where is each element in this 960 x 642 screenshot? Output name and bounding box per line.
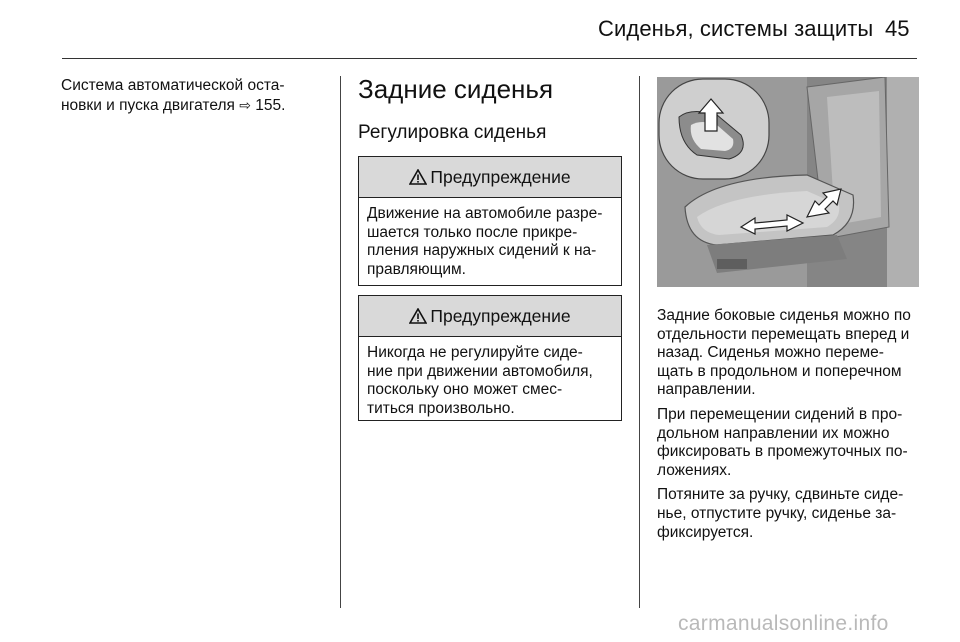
warning-box bbox=[358, 156, 622, 286]
text-line: новки и пуска двигателя ⇨ 155. bbox=[61, 96, 286, 114]
warning-triangle-icon bbox=[409, 169, 427, 185]
page-reference-link[interactable]: 155. bbox=[255, 96, 286, 114]
warning-title: Предупреждение bbox=[430, 166, 571, 187]
column-2 bbox=[358, 74, 624, 144]
subsection-heading: Регулировка сиденья bbox=[358, 122, 547, 143]
page-header bbox=[0, 0, 960, 64]
warning-header bbox=[359, 157, 621, 198]
header-rule bbox=[62, 58, 917, 59]
column-divider-right bbox=[639, 76, 640, 608]
section-heading: Задние сиденья bbox=[358, 74, 554, 104]
page-number: 45 bbox=[885, 16, 910, 41]
warning-text: Движение на автомобиле разре- шается только после прикре- пления наружных сидений к на- правляющим. bbox=[367, 205, 603, 278]
warning-title: Предупреждение bbox=[430, 305, 571, 326]
rear-seat-adjustment-illustration bbox=[657, 77, 919, 287]
warning-triangle-icon bbox=[409, 308, 427, 324]
paragraph: При перемещении сидений в про- дольном направлении их можно фиксировать в промежуточных по- ложениях. bbox=[657, 405, 908, 479]
warning-text: Никогда не регулируйте сиде- ние при движении автомобиля, поскольку оно может смес- титься произвольно. bbox=[367, 344, 593, 417]
paragraph: Потяните за ручку, сдвиньте сиде- нье, отпустите ручку, сиденье за- фиксируется. bbox=[657, 486, 904, 541]
warning-header bbox=[359, 296, 621, 337]
column-divider-left bbox=[340, 76, 341, 608]
page-title: Сиденья, системы защиты bbox=[598, 16, 874, 41]
text-line: Система автоматической оста- bbox=[61, 77, 285, 94]
warning-box bbox=[358, 295, 622, 421]
watermark-text: carmanualsonline.info bbox=[678, 612, 889, 635]
paragraph: Задние боковые сиденья можно по отдельности перемещать вперед и назад. Сиденья можно переме- щать в продольном и поперечном направлении. bbox=[657, 307, 911, 399]
column-3-text bbox=[657, 307, 923, 548]
reference-arrow-icon: ⇨ bbox=[239, 96, 251, 113]
column-1-text bbox=[61, 77, 331, 115]
